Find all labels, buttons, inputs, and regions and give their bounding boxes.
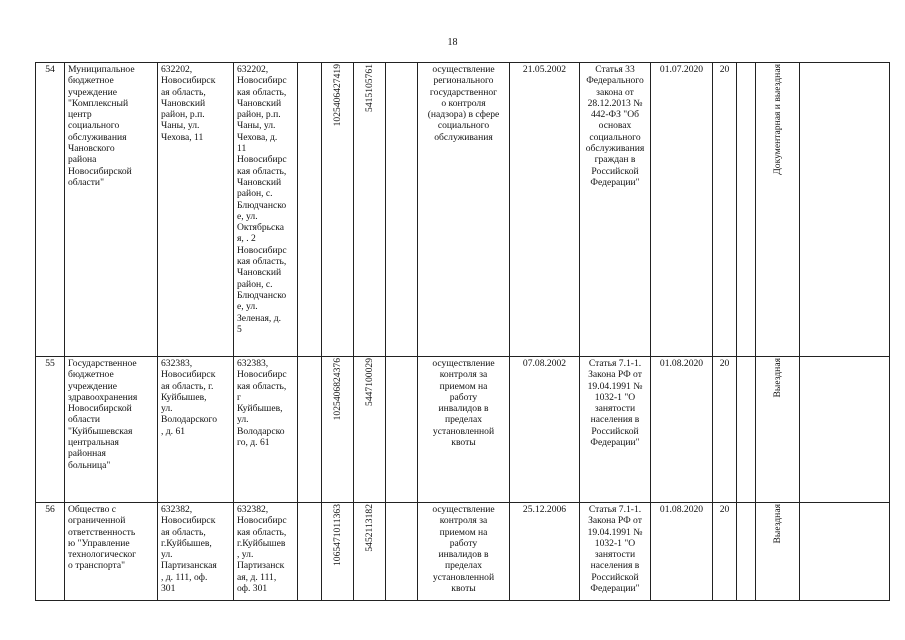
ogrn: 1025406824376 — [331, 358, 343, 421]
inspection-form-cell — [756, 63, 800, 357]
inspection-form: Выездная — [771, 358, 783, 398]
start-date: 01.08.2020 — [651, 503, 713, 601]
organization-name: Общество с ограниченной ответственность ю "Управление технологическог о транспорта" — [65, 503, 158, 601]
inn-cell — [354, 357, 386, 503]
duration-days: 20 — [713, 357, 737, 503]
legal-address: 632382, Новосибирск ая область, г.Куйбышев, ул. Партизанская , д. 111, оф. 301 — [158, 503, 234, 601]
legal-basis: Статья 33 Федерального закона от 28.12.2013 № 442-ФЗ "Об основах социального обслуживания граждан в Российской Федерации" — [580, 63, 651, 357]
registration-date: 25.12.2006 — [510, 503, 580, 601]
inspection-purpose: осуществление контроля за приемом на работу инвалидов в пределах установленной квоты — [418, 357, 510, 503]
ogrn-cell — [322, 357, 354, 503]
empty-cell — [800, 63, 890, 357]
legal-address: 632202, Новосибирск ая область, Чановский район, р.п. Чаны, ул. Чехова, 11 — [158, 63, 234, 357]
empty-cell — [386, 63, 418, 357]
registration-date: 21.05.2002 — [510, 63, 580, 357]
empty-cell — [386, 503, 418, 601]
ogrn: 1025406427419 — [331, 64, 343, 127]
actual-address: 632383, Новосибирс кая область, г Куйбышев, ул. Володарско го, д. 61 — [234, 357, 298, 503]
inspection-form-cell — [756, 357, 800, 503]
empty-cell — [800, 357, 890, 503]
inspection-plan-table — [35, 62, 890, 601]
legal-address: 632383, Новосибирск ая область, г. Куйбышев, ул. Володарского , д. 61 — [158, 357, 234, 503]
duration-days: 20 — [713, 503, 737, 601]
inn-cell — [354, 503, 386, 601]
empty-cell — [298, 63, 322, 357]
inn: 5447100029 — [363, 358, 375, 406]
inn: 5452113182 — [363, 504, 375, 552]
empty-cell — [298, 357, 322, 503]
start-date: 01.08.2020 — [651, 357, 713, 503]
row-number: 54 — [36, 63, 65, 357]
ogrn: 1065471011363 — [331, 504, 343, 567]
empty-cell — [737, 503, 756, 601]
row-number: 55 — [36, 357, 65, 503]
empty-cell — [386, 357, 418, 503]
inspection-purpose: осуществление контроля за приемом на работу инвалидов в пределах установленной квоты — [418, 503, 510, 601]
legal-basis: Статья 7.1-1. Закона РФ от 19.04.1991 № 1032-1 "О занятости населения в Российской Федерации" — [580, 503, 651, 601]
inspection-form-cell — [756, 503, 800, 601]
legal-basis: Статья 7.1-1. Закона РФ от 19.04.1991 № 1032-1 "О занятости населения в Российской Федерации" — [580, 357, 651, 503]
ogrn-cell — [322, 63, 354, 357]
organization-name: Муниципальное бюджетное учреждение "Комплексный центр социального обслуживания Чановского района Новосибирской области" — [65, 63, 158, 357]
inspection-form: Выездная — [771, 504, 783, 544]
actual-address: 632202, Новосибирс кая область, Чановский район, р.п. Чаны, ул. Чехова, д. 11 Новосибирс кая область, Чановский район, с. Блюдчанско е, ул. Октябрьска я, . 2 Новосибирс кая область, Чановский район, с. Блюдчанско е, ул. Зеленая, д. 5 — [234, 63, 298, 357]
inspection-purpose: осуществление регионального государственног о контроля (надзора) в сфере социального обслуживания — [418, 63, 510, 357]
registration-date: 07.08.2002 — [510, 357, 580, 503]
table-row — [36, 63, 890, 357]
empty-cell — [737, 63, 756, 357]
page-number: 18 — [447, 37, 458, 48]
empty-cell — [737, 357, 756, 503]
actual-address: 632382, Новосибирс кая область, г.Куйбышев , ул. Партизанск ая, д. 111, оф. 301 — [234, 503, 298, 601]
inspection-form: Документарная и выездная — [771, 64, 783, 175]
inn-cell — [354, 63, 386, 357]
ogrn-cell — [322, 503, 354, 601]
row-number: 56 — [36, 503, 65, 601]
organization-name: Государственное бюджетное учреждение здравоохранения Новосибирской области "Куйбышевская центральная районная больница" — [65, 357, 158, 503]
table-row — [36, 503, 890, 601]
duration-days: 20 — [713, 63, 737, 357]
start-date: 01.07.2020 — [651, 63, 713, 357]
inn: 5415105761 — [363, 64, 375, 112]
empty-cell — [800, 503, 890, 601]
empty-cell — [298, 503, 322, 601]
table-row — [36, 357, 890, 503]
